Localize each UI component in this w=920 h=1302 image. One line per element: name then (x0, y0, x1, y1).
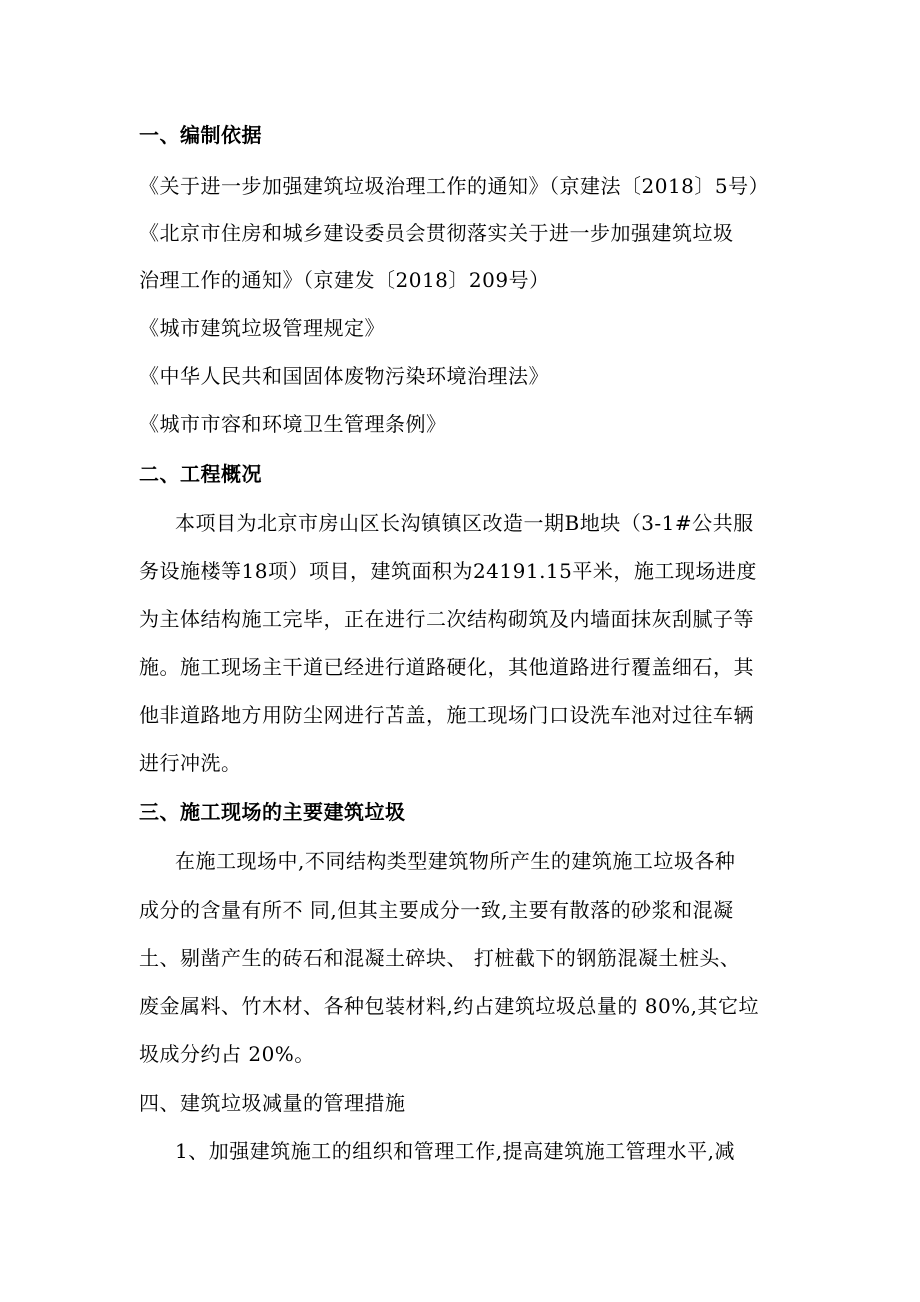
basis-line-3: 治理工作的通知》（京建发〔2018〕209号） (139, 268, 550, 292)
waste-line-2: 成分的含量有所不 同,但其主要成分一致,主要有散落的砂浆和混凝 (139, 898, 734, 922)
basis-line-2: 《北京市住房和城乡建设委员会贯彻落实关于进一步加强建筑垃圾 (139, 221, 734, 245)
overview-line-1: 本项目为北京市房山区长沟镇镇区改造一期B地块（3-1#公共服 (175, 511, 754, 535)
section-heading-basis: 一、编制依据 (139, 123, 262, 147)
overview-line-3: 为主体结构施工完毕，正在进行二次结构砌筑及内墙面抹灰刮腻子等 (139, 607, 754, 631)
section-heading-measures: 四、建筑垃圾减量的管理措施 (139, 1091, 406, 1115)
waste-line-5: 圾成分约占 20%。 (139, 1042, 315, 1066)
overview-line-5: 他非道路地方用防尘网进行苫盖，施工现场门口设洗车池对过往车辆 (139, 703, 754, 727)
waste-line-1: 在施工现场中,不同结构类型建筑物所产生的建筑施工垃圾各种 (175, 849, 736, 873)
basis-line-6: 《城市市容和环境卫生管理条例》 (139, 412, 447, 436)
overview-line-6: 进行冲洗。 (139, 751, 242, 775)
overview-line-2: 务设施楼等18项）项目，建筑面积为24191.15平米，施工现场进度 (139, 559, 757, 583)
section-heading-waste: 三、施工现场的主要建筑垃圾 (139, 800, 406, 824)
basis-line-5: 《中华人民共和国固体废物污染环境治理法》 (139, 364, 549, 388)
basis-line-1: 《关于进一步加强建筑垃圾治理工作的通知》（京建法〔2018〕5号） (139, 174, 770, 198)
waste-line-4: 废金属料、竹木材、各种包装材料,约占建筑垃圾总量的 80%,其它垃 (139, 994, 760, 1018)
measures-line-1: 1、加强建筑施工的组织和管理工作,提高建筑施工管理水平,减 (175, 1139, 735, 1163)
basis-line-4: 《城市建筑垃圾管理规定》 (139, 316, 385, 340)
overview-line-4: 施。施工现场主干道已经进行道路硬化，其他道路进行覆盖细石，其 (139, 655, 754, 679)
section-heading-overview: 二、工程概况 (139, 462, 262, 486)
waste-line-3: 土、剔凿产生的砖石和混凝土碎块、 打桩截下的钢筋混凝土桩头、 (139, 946, 741, 970)
